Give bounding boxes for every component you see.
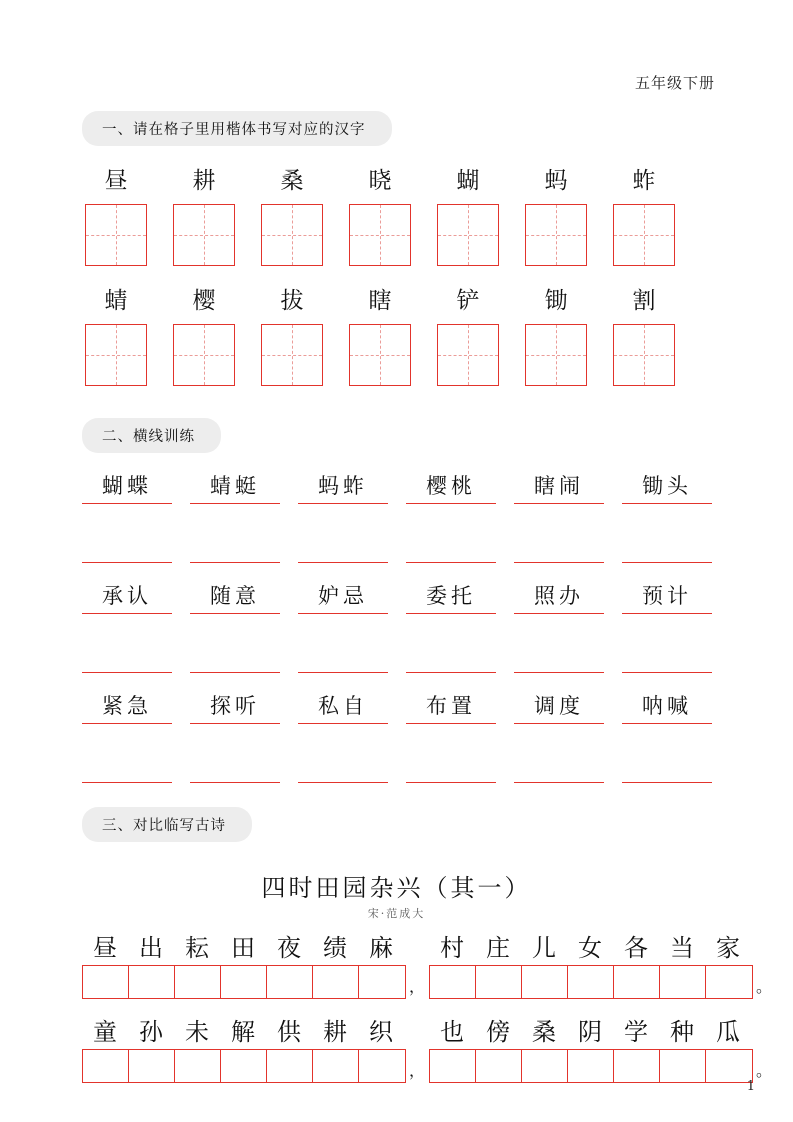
blank-line-item[interactable] xyxy=(82,640,172,673)
blank-line-item[interactable] xyxy=(190,640,280,673)
poem-char: 女 xyxy=(578,934,603,962)
blank-space xyxy=(190,530,280,560)
writing-rule xyxy=(298,503,388,504)
poem-half-left xyxy=(82,931,406,999)
poem-char: 阴 xyxy=(578,1018,603,1046)
blank-space xyxy=(82,640,172,670)
poem-write-boxes[interactable] xyxy=(82,965,406,999)
line-practice-item[interactable] xyxy=(82,471,172,504)
line-practice-row xyxy=(82,471,733,504)
blank-line-item[interactable] xyxy=(622,750,712,783)
line-practice-item[interactable] xyxy=(514,471,604,504)
tianzi-box[interactable] xyxy=(85,324,147,386)
grid-practice-cell xyxy=(170,284,238,386)
poem-char: 织 xyxy=(369,1018,393,1046)
line-practice-row xyxy=(82,581,733,614)
writing-rule xyxy=(298,613,388,614)
blank-line-item[interactable] xyxy=(190,750,280,783)
writing-rule xyxy=(514,503,604,504)
poem-write-box[interactable] xyxy=(313,966,359,998)
grid-practice-cell xyxy=(258,284,326,386)
writing-rule xyxy=(622,562,712,563)
blank-space xyxy=(190,750,280,780)
section-title-3: 三、对比临写古诗 xyxy=(82,807,252,842)
writing-rule xyxy=(406,782,496,783)
writing-rule xyxy=(622,723,712,724)
section-title-2: 二、横线训练 xyxy=(82,418,221,453)
tianzi-box[interactable] xyxy=(85,204,147,266)
grid-practice-row xyxy=(82,164,733,266)
poem-char: 种 xyxy=(670,1018,695,1046)
blank-space xyxy=(622,750,712,780)
tianzi-box[interactable] xyxy=(613,324,675,386)
poem-write-box[interactable] xyxy=(129,1050,175,1082)
poem-char: 田 xyxy=(231,934,255,962)
writing-rule xyxy=(622,672,712,673)
line-word: 私自 xyxy=(318,694,368,718)
poem-char: 耘 xyxy=(185,934,209,962)
grid-char-label: 锄 xyxy=(544,288,568,314)
grid-char-label: 铲 xyxy=(456,288,480,314)
blank-line-item[interactable] xyxy=(514,750,604,783)
tianzi-horizontal-guide xyxy=(526,355,586,356)
poem-char: 昼 xyxy=(93,934,117,962)
line-practice-item[interactable] xyxy=(298,691,388,724)
grid-char-label: 蚱 xyxy=(632,168,656,194)
poem-write-box[interactable] xyxy=(706,966,752,998)
tianzi-horizontal-guide xyxy=(174,235,234,236)
line-practice-item[interactable] xyxy=(82,691,172,724)
grid-practice-block xyxy=(82,164,733,386)
writing-rule xyxy=(514,672,604,673)
blank-line-item[interactable] xyxy=(82,530,172,563)
line-word: 蝴蝶 xyxy=(102,474,152,498)
poem-half-right xyxy=(429,931,753,999)
poem-half-left xyxy=(82,1015,406,1083)
blank-space xyxy=(514,750,604,780)
blank-space xyxy=(82,530,172,560)
poem-char: 瓜 xyxy=(716,1018,741,1046)
writing-rule xyxy=(190,562,280,563)
grid-practice-cell xyxy=(258,164,326,266)
poem-write-box[interactable] xyxy=(568,1050,614,1082)
grid-char-label: 樱 xyxy=(192,288,216,314)
writing-rule xyxy=(82,782,172,783)
line-word: 紧急 xyxy=(102,694,152,718)
poem-char: 当 xyxy=(670,934,695,962)
writing-rule xyxy=(406,562,496,563)
line-practice-item[interactable] xyxy=(190,471,280,504)
poem-write-box[interactable] xyxy=(614,966,660,998)
grid-char-label: 晓 xyxy=(368,168,392,194)
grade-label: 五年级下册 xyxy=(634,74,715,92)
blank-rule-row xyxy=(82,640,733,673)
tianzi-box[interactable] xyxy=(437,324,499,386)
section-3-header-wrap xyxy=(82,789,733,842)
tianzi-horizontal-guide xyxy=(350,235,410,236)
poem-write-box[interactable] xyxy=(660,1050,706,1082)
line-word: 承认 xyxy=(102,584,152,608)
line-word: 呐喊 xyxy=(642,694,692,718)
poem-write-box[interactable] xyxy=(359,966,405,998)
writing-rule xyxy=(190,782,280,783)
blank-line-item[interactable] xyxy=(298,750,388,783)
tianzi-box[interactable] xyxy=(437,204,499,266)
poem-write-box[interactable] xyxy=(129,966,175,998)
grid-char-label: 瞎 xyxy=(368,288,392,314)
writing-rule xyxy=(622,503,712,504)
tianzi-horizontal-guide xyxy=(262,235,322,236)
tianzi-horizontal-guide xyxy=(86,235,146,236)
poem-write-box[interactable] xyxy=(221,966,267,998)
tianzi-box[interactable] xyxy=(349,324,411,386)
poem-char: 孙 xyxy=(139,1018,163,1046)
poem-write-box[interactable] xyxy=(660,966,706,998)
tianzi-horizontal-guide xyxy=(86,355,146,356)
blank-space xyxy=(622,530,712,560)
poem-char: 桑 xyxy=(532,1018,557,1046)
tianzi-box[interactable] xyxy=(613,204,675,266)
blank-space xyxy=(82,750,172,780)
poem-write-box[interactable] xyxy=(83,1050,129,1082)
section-1-header-wrap xyxy=(82,93,733,146)
poem-punctuation: 。 xyxy=(756,977,773,996)
writing-rule xyxy=(406,723,496,724)
poem-line-1 xyxy=(82,931,773,999)
grid-char-label: 耕 xyxy=(192,168,216,194)
writing-rule xyxy=(514,613,604,614)
line-word: 樱桃 xyxy=(426,474,476,498)
line-practice-item[interactable] xyxy=(622,581,712,614)
grid-row-spacer xyxy=(82,270,733,284)
poem-punctuation: 。 xyxy=(756,1061,773,1080)
poem-write-boxes[interactable] xyxy=(82,1049,406,1083)
poem-write-box[interactable] xyxy=(221,1050,267,1082)
line-word: 照办 xyxy=(534,584,584,608)
grid-practice-cell xyxy=(82,164,150,266)
poem-write-box[interactable] xyxy=(175,966,221,998)
blank-space xyxy=(406,640,496,670)
poem-write-box[interactable] xyxy=(267,966,313,998)
blank-line-item[interactable] xyxy=(406,640,496,673)
blank-rule-row xyxy=(82,750,733,783)
poem-char: 解 xyxy=(231,1018,255,1046)
line-practice-item[interactable] xyxy=(622,471,712,504)
poem-half-right xyxy=(429,1015,753,1083)
blank-space xyxy=(298,530,388,560)
writing-rule xyxy=(406,672,496,673)
poem-model-chars xyxy=(82,931,406,965)
poem-title: 四时田园杂兴（其一） xyxy=(261,874,532,902)
poem-write-box[interactable] xyxy=(568,966,614,998)
writing-rule xyxy=(190,723,280,724)
blank-space xyxy=(190,640,280,670)
writing-rule xyxy=(298,672,388,673)
blank-space xyxy=(514,530,604,560)
blank-space xyxy=(406,530,496,560)
poem-write-box[interactable] xyxy=(83,966,129,998)
grid-practice-cell xyxy=(346,284,414,386)
line-word: 委托 xyxy=(426,584,476,608)
blank-rule-row xyxy=(82,530,733,563)
writing-rule xyxy=(622,782,712,783)
blank-line-item[interactable] xyxy=(622,640,712,673)
poem-char: 儿 xyxy=(532,934,557,962)
blank-line-item[interactable] xyxy=(298,530,388,563)
poem-write-boxes[interactable] xyxy=(429,1049,753,1083)
poem-author: 宋·范成大 xyxy=(367,907,426,920)
line-practice-item[interactable] xyxy=(190,581,280,614)
poem-char: 夜 xyxy=(277,934,301,962)
blank-line-item[interactable] xyxy=(82,750,172,783)
poem-char: 耕 xyxy=(323,1018,347,1046)
section-2-header-wrap xyxy=(82,400,733,453)
grid-practice-cell xyxy=(434,164,502,266)
tianzi-horizontal-guide xyxy=(438,235,498,236)
line-practice-item[interactable] xyxy=(298,471,388,504)
page-header xyxy=(60,0,733,93)
grid-practice-cell xyxy=(610,284,678,386)
poem-write-box[interactable] xyxy=(706,1050,752,1082)
writing-rule xyxy=(298,562,388,563)
tianzi-horizontal-guide xyxy=(614,355,674,356)
line-word: 瞎闹 xyxy=(534,474,584,498)
section-title-1: 一、请在格子里用楷体书写对应的汉字 xyxy=(82,111,392,146)
poem-write-box[interactable] xyxy=(430,966,476,998)
writing-rule xyxy=(82,723,172,724)
poem-char: 出 xyxy=(139,934,163,962)
poem-char: 麻 xyxy=(369,934,393,962)
writing-rule xyxy=(514,782,604,783)
writing-rule xyxy=(82,503,172,504)
blank-line-item[interactable] xyxy=(514,530,604,563)
grid-practice-cell xyxy=(434,284,502,386)
poem-char: 学 xyxy=(624,1018,649,1046)
grid-practice-cell xyxy=(522,284,590,386)
blank-space xyxy=(622,640,712,670)
blank-line-item[interactable] xyxy=(514,640,604,673)
line-word: 妒忌 xyxy=(318,584,368,608)
grid-char-label: 蜻 xyxy=(104,288,128,314)
poem-char: 未 xyxy=(185,1018,209,1046)
writing-rule xyxy=(406,613,496,614)
writing-rule xyxy=(514,723,604,724)
line-word: 锄头 xyxy=(642,474,692,498)
poem-write-box[interactable] xyxy=(522,966,568,998)
writing-rule xyxy=(82,672,172,673)
poem-write-box[interactable] xyxy=(430,1050,476,1082)
grid-char-label: 蚂 xyxy=(544,168,568,194)
grid-char-label: 昼 xyxy=(104,168,128,194)
grid-char-label: 割 xyxy=(632,288,656,314)
line-practice-item[interactable] xyxy=(514,581,604,614)
poem-punctuation: ， xyxy=(409,977,426,996)
line-practice-item[interactable] xyxy=(406,691,496,724)
poem-char: 童 xyxy=(93,1018,117,1046)
line-practice-item[interactable] xyxy=(190,691,280,724)
writing-rule xyxy=(190,672,280,673)
line-practice-item[interactable] xyxy=(514,691,604,724)
tianzi-box[interactable] xyxy=(261,204,323,266)
poem-model-chars xyxy=(82,1015,406,1049)
writing-rule xyxy=(406,503,496,504)
poem-write-box[interactable] xyxy=(359,1050,405,1082)
tianzi-horizontal-guide xyxy=(614,235,674,236)
poem-write-box[interactable] xyxy=(614,1050,660,1082)
grid-char-label: 拔 xyxy=(280,288,304,314)
line-word: 探听 xyxy=(210,694,260,718)
poem-model-chars xyxy=(429,1015,753,1049)
grid-practice-cell xyxy=(170,164,238,266)
poem-line-2 xyxy=(82,1015,773,1083)
line-word: 布置 xyxy=(426,694,476,718)
line-word: 调度 xyxy=(534,694,584,718)
poem-char: 庄 xyxy=(486,934,511,962)
line-word: 预计 xyxy=(642,584,692,608)
poem-char: 各 xyxy=(624,934,649,962)
writing-rule xyxy=(190,613,280,614)
grid-practice-cell xyxy=(610,164,678,266)
blank-space xyxy=(298,640,388,670)
blank-line-item[interactable] xyxy=(406,750,496,783)
tianzi-horizontal-guide xyxy=(438,355,498,356)
tianzi-box[interactable] xyxy=(525,204,587,266)
blank-space xyxy=(298,750,388,780)
blank-line-item[interactable] xyxy=(406,530,496,563)
tianzi-box[interactable] xyxy=(525,324,587,386)
line-practice-block xyxy=(82,471,733,783)
poem-char: 傍 xyxy=(486,1018,511,1046)
blank-line-item[interactable] xyxy=(190,530,280,563)
tianzi-horizontal-guide xyxy=(262,355,322,356)
poem-write-box[interactable] xyxy=(522,1050,568,1082)
line-practice-item[interactable] xyxy=(622,691,712,724)
line-practice-item[interactable] xyxy=(406,471,496,504)
poem-write-box[interactable] xyxy=(476,966,522,998)
line-practice-item[interactable] xyxy=(82,581,172,614)
tianzi-horizontal-guide xyxy=(174,355,234,356)
poem-write-box[interactable] xyxy=(175,1050,221,1082)
grid-practice-row xyxy=(82,284,733,386)
line-word: 随意 xyxy=(210,584,260,608)
poem-punctuation: ， xyxy=(409,1061,426,1080)
line-word: 蚂蚱 xyxy=(318,474,368,498)
writing-rule xyxy=(82,562,172,563)
blank-space xyxy=(514,640,604,670)
blank-space xyxy=(406,750,496,780)
writing-rule xyxy=(298,723,388,724)
poem-write-box[interactable] xyxy=(313,1050,359,1082)
line-word: 蜻蜓 xyxy=(210,474,260,498)
poem-write-box[interactable] xyxy=(267,1050,313,1082)
grid-char-label: 桑 xyxy=(280,168,304,194)
poem-write-boxes[interactable] xyxy=(429,965,753,999)
grid-char-label: 蝴 xyxy=(456,168,480,194)
grid-practice-cell xyxy=(522,164,590,266)
poem-char: 绩 xyxy=(323,934,347,962)
poem-char: 村 xyxy=(440,934,465,962)
line-practice-row xyxy=(82,691,733,724)
tianzi-box[interactable] xyxy=(173,324,235,386)
line-practice-item[interactable] xyxy=(406,581,496,614)
poem-char: 家 xyxy=(716,934,741,962)
blank-line-item[interactable] xyxy=(298,640,388,673)
grid-practice-cell xyxy=(346,164,414,266)
poem-char: 供 xyxy=(277,1018,301,1046)
poem-write-box[interactable] xyxy=(476,1050,522,1082)
tianzi-box[interactable] xyxy=(349,204,411,266)
tianzi-box[interactable] xyxy=(261,324,323,386)
writing-rule xyxy=(190,503,280,504)
poem-model-chars xyxy=(429,931,753,965)
poem-char: 也 xyxy=(440,1018,465,1046)
tianzi-horizontal-guide xyxy=(526,235,586,236)
grid-practice-cell xyxy=(82,284,150,386)
writing-rule xyxy=(82,613,172,614)
page-number: 1 xyxy=(746,1079,755,1094)
writing-rule xyxy=(298,782,388,783)
writing-rule xyxy=(514,562,604,563)
tianzi-box[interactable] xyxy=(173,204,235,266)
writing-rule xyxy=(622,613,712,614)
tianzi-horizontal-guide xyxy=(350,355,410,356)
line-practice-item[interactable] xyxy=(298,581,388,614)
blank-line-item[interactable] xyxy=(622,530,712,563)
